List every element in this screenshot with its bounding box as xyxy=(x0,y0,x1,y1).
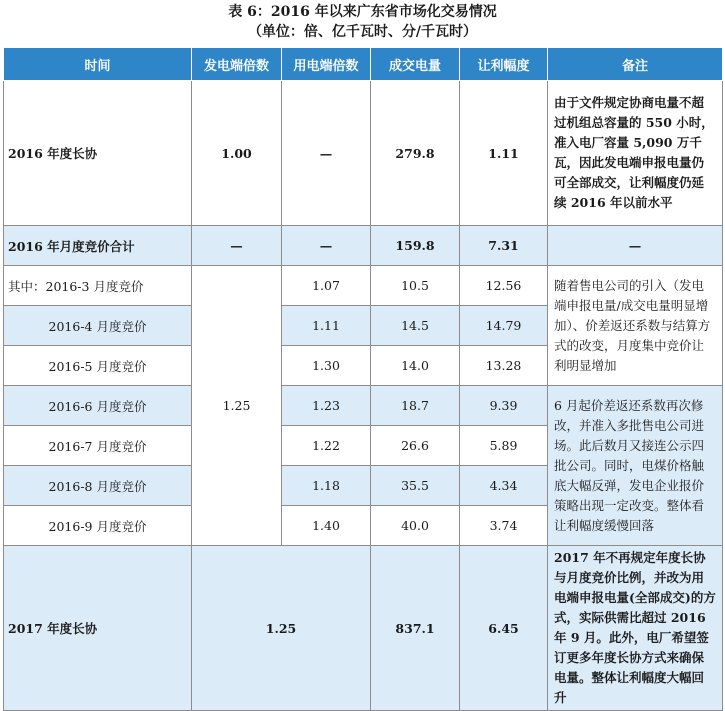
cell-discount: 9.39 xyxy=(460,386,548,426)
cell-note: 2017 年不再规定年度长协与月度竞价比例，并改为用电端申报电量(全部成交)的方式，实际供需比超过 2016 年 9 月。此外，电厂希望签订更多年度长协方式来确保电量。整体让利幅度大幅回升 xyxy=(548,546,723,711)
cell-time: 2016-6 月度竞价 xyxy=(4,386,192,426)
header-use-multiple: 用电端倍数 xyxy=(282,48,371,81)
cell-time: 2017 年度长协 xyxy=(4,546,192,711)
trading-table xyxy=(3,47,723,711)
cell-volume: 14.0 xyxy=(371,346,460,386)
cell-discount: 6.45 xyxy=(460,546,548,711)
table-row xyxy=(4,386,723,426)
table-row xyxy=(4,266,723,306)
cell-discount: 12.56 xyxy=(460,266,548,306)
header-time: 时间 xyxy=(4,48,192,81)
cell-volume: 10.5 xyxy=(371,266,460,306)
cell-discount: 4.34 xyxy=(460,466,548,506)
cell-use-multiple: 1.18 xyxy=(282,466,371,506)
cell-discount: 3.74 xyxy=(460,506,548,546)
cell-discount: 1.11 xyxy=(460,81,548,226)
cell-gen-multiple-merged: 1.25 xyxy=(192,266,282,546)
cell-discount: 7.31 xyxy=(460,226,548,266)
cell-discount: 5.89 xyxy=(460,426,548,466)
cell-use-multiple: 1.22 xyxy=(282,426,371,466)
cell-use-multiple: 1.30 xyxy=(282,346,371,386)
cell-volume: 35.5 xyxy=(371,466,460,506)
cell-gen-multiple: 1.00 xyxy=(192,81,282,226)
cell-volume: 18.7 xyxy=(371,386,460,426)
header-volume: 成交电量 xyxy=(371,48,460,81)
header-discount: 让利幅度 xyxy=(460,48,548,81)
cell-use-multiple: — xyxy=(282,81,371,226)
cell-time: 2016-7 月度竞价 xyxy=(4,426,192,466)
cell-multiple-merged: 1.25 xyxy=(192,546,371,711)
cell-volume: 14.5 xyxy=(371,306,460,346)
cell-note-monthly-a: 随着售电公司的引入（发电端申报电量/成交电量明显增加）、价差返还系数与结算方式的改变，月度集中竞价让利明显增加 xyxy=(548,266,723,386)
header-note: 备注 xyxy=(548,48,723,81)
cell-time: 2016 年度长协 xyxy=(4,81,192,226)
cell-volume: 159.8 xyxy=(371,226,460,266)
table-subtitle: （单位：倍、亿千瓦时、分/千瓦时） xyxy=(247,24,478,40)
cell-use-multiple: 1.11 xyxy=(282,306,371,346)
table-row xyxy=(4,81,723,226)
cell-volume: 279.8 xyxy=(371,81,460,226)
table-header-row xyxy=(4,48,723,81)
cell-volume: 26.6 xyxy=(371,426,460,466)
table-title: 表 6：2016 年以来广东省市场化交易情况 xyxy=(228,4,497,20)
cell-volume: 837.1 xyxy=(371,546,460,711)
cell-time: 2016-5 月度竞价 xyxy=(4,346,192,386)
cell-time: 其中：2016-3 月度竞价 xyxy=(4,266,192,306)
cell-time: 2016-8 月度竞价 xyxy=(4,466,192,506)
cell-time: 2016-9 月度竞价 xyxy=(4,506,192,546)
cell-use-multiple: — xyxy=(282,226,371,266)
header-gen-multiple: 发电端倍数 xyxy=(192,48,282,81)
cell-discount: 13.28 xyxy=(460,346,548,386)
cell-gen-multiple: — xyxy=(192,226,282,266)
cell-use-multiple: 1.23 xyxy=(282,386,371,426)
cell-volume: 40.0 xyxy=(371,506,460,546)
cell-discount: 14.79 xyxy=(460,306,548,346)
cell-time: 2016-4 月度竞价 xyxy=(4,306,192,346)
cell-note-monthly-b: 6 月起价差返还系数再次修改，并准入多批售电公司进场。此后数月又接连公示四批公司。同时，电煤价格触底大幅反弹，发电企业报价策略出现一定改变。整体看让利幅度缓慢回落 xyxy=(548,386,723,546)
cell-use-multiple: 1.07 xyxy=(282,266,371,306)
cell-time: 2016 年月度竞价合计 xyxy=(4,226,192,266)
cell-note: 由于文件规定协商电量不超过机组总容量的 550 小时，准入电厂容量 5,090 万千瓦，因此发电端申报电量仍可全部成交，让利幅度仍延续 2016 年以前水平 xyxy=(548,81,723,226)
table-row xyxy=(4,546,723,711)
cell-note: — xyxy=(548,226,723,266)
table-row xyxy=(4,226,723,266)
cell-use-multiple: 1.40 xyxy=(282,506,371,546)
